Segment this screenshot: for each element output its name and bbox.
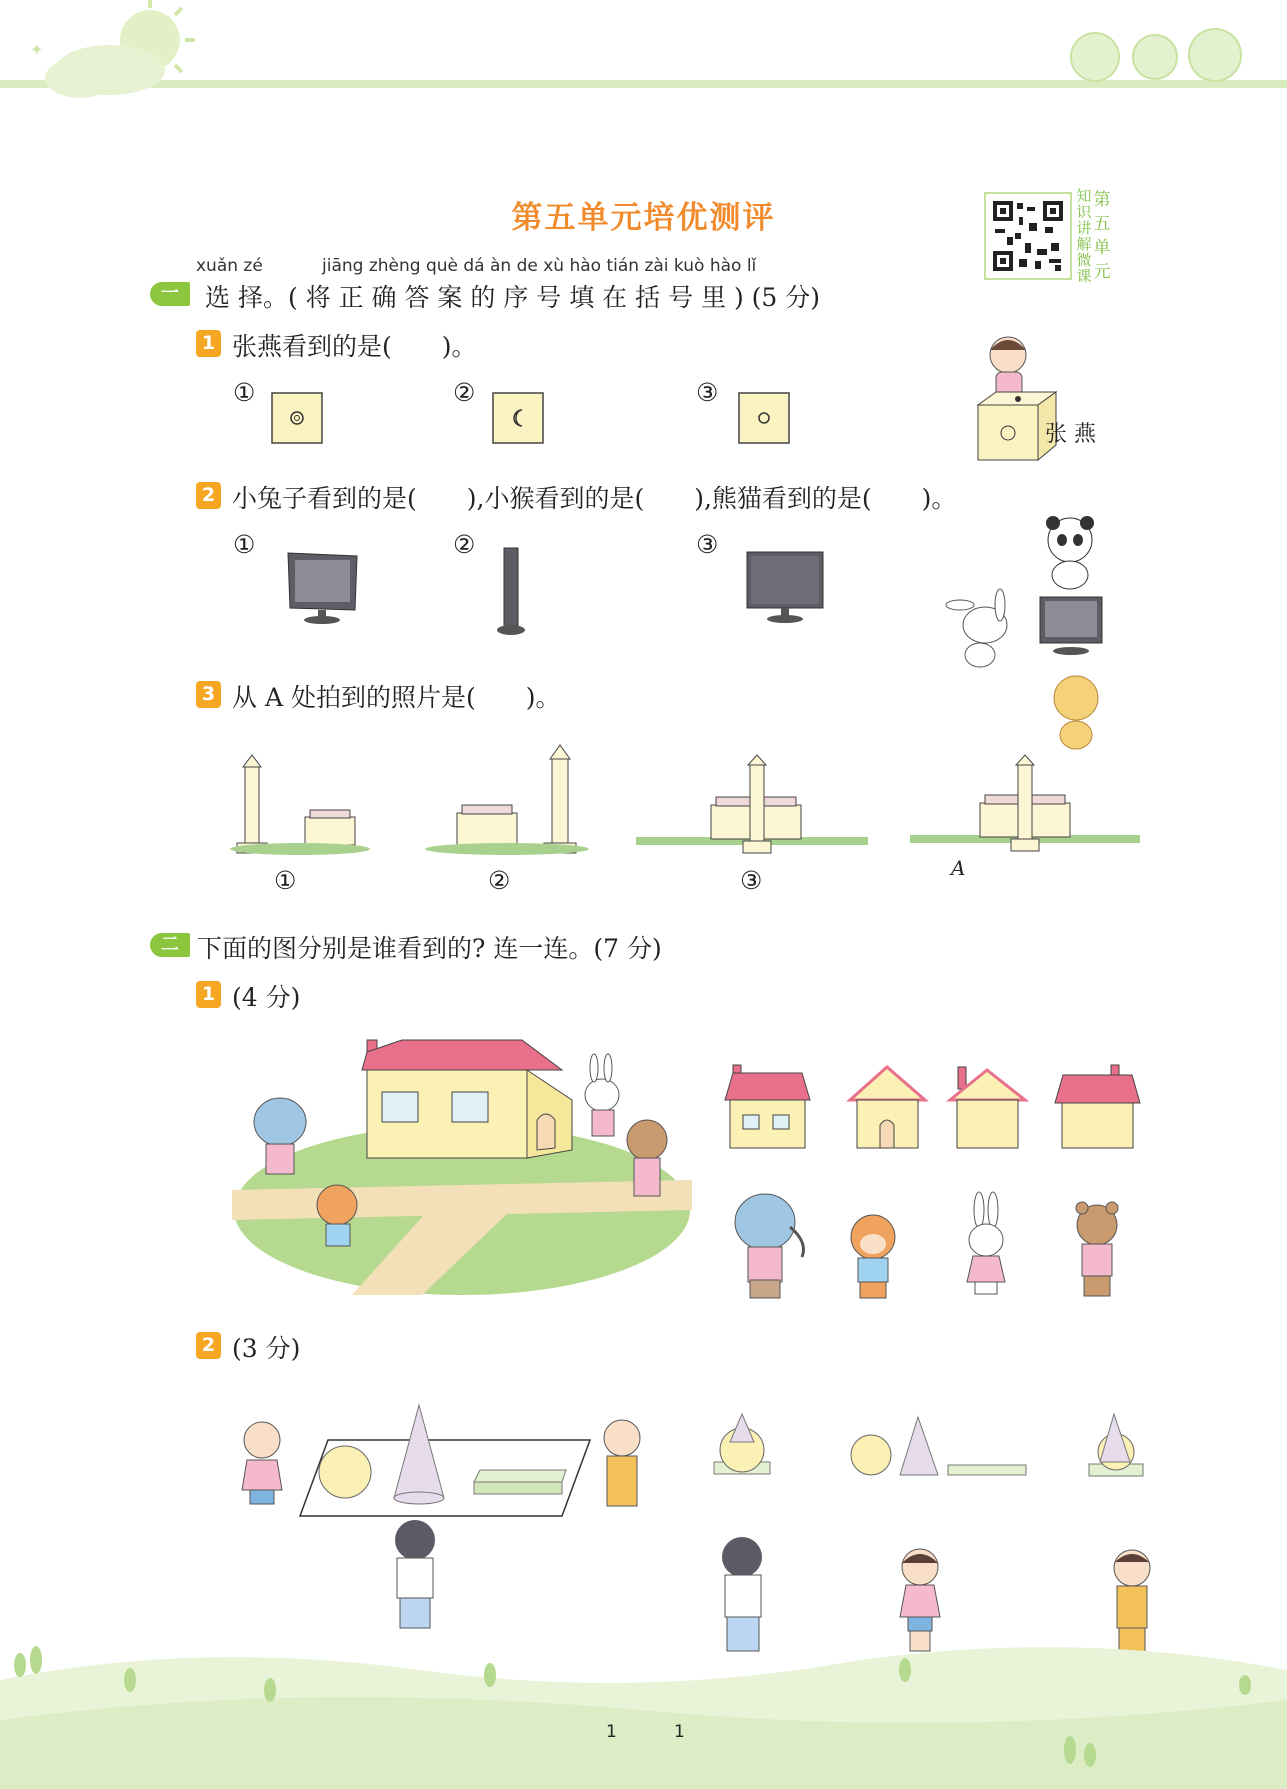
bear-character[interactable] <box>1070 1200 1125 1300</box>
q1-text: 张燕看到的是( )。 <box>232 332 477 361</box>
rabbit-character[interactable] <box>955 1192 1015 1302</box>
q2-number: 2 <box>196 482 221 509</box>
animal-heads-decoration <box>1060 25 1250 85</box>
q1-option-2-moon-face[interactable] <box>492 392 544 444</box>
q3-photo-3[interactable] <box>636 755 868 860</box>
qr-label-unit: 第 五 单 元 <box>1093 190 1111 282</box>
s2-q1-text: (4 分) <box>232 983 301 1012</box>
view-cone-over-ball[interactable] <box>712 1412 772 1478</box>
q3-reference-scene <box>910 755 1140 860</box>
house-view-front-pink[interactable] <box>725 1065 810 1150</box>
svg-text:✦: ✦ <box>30 40 44 59</box>
q3-photo-1[interactable] <box>225 755 375 860</box>
zhangyan-label: 张 燕 <box>1045 422 1096 447</box>
q2-option-3-label[interactable]: ③ <box>696 530 719 559</box>
section-2-heading: 下面的图分别是谁看到的? 连一连。(7 分) <box>197 934 662 963</box>
q3-number: 3 <box>196 681 221 708</box>
panda-rabbit-monkey-around-monitor <box>940 515 1110 755</box>
qr-code[interactable] <box>985 193 1071 279</box>
house-scene-with-animals <box>232 1040 692 1295</box>
q2-option-1-monitor-angled[interactable] <box>285 550 360 625</box>
monkey-character[interactable] <box>838 1212 913 1302</box>
s2-q1-number: 1 <box>196 981 221 1008</box>
q3-photo-2[interactable] <box>422 745 597 860</box>
q1-option-3-label[interactable]: ③ <box>696 378 719 407</box>
q2-text: 小兔子看到的是( ),小猴看到的是( ),熊猫看到的是( )。 <box>232 484 957 513</box>
page-number-right: 1 <box>674 1722 685 1742</box>
q3-option-3-label[interactable]: ③ <box>740 866 763 895</box>
q3-option-1-label[interactable]: ① <box>274 866 297 895</box>
q3-text: 从 A 处拍到的照片是( )。 <box>232 683 561 712</box>
house-view-side-plain[interactable] <box>950 1065 1025 1150</box>
q2-option-2-monitor-side[interactable] <box>496 548 526 636</box>
s2-q2-number: 2 <box>196 1332 221 1359</box>
q2-option-2-label[interactable]: ② <box>453 530 476 559</box>
q3-point-a-label: A <box>951 856 966 880</box>
q2-option-1-label[interactable]: ① <box>233 530 256 559</box>
house-view-back[interactable] <box>1055 1065 1140 1150</box>
section-2-badge: 二 <box>150 933 190 957</box>
pinyin-instruction: jiāng zhèng què dá àn de xù hào tián zài kuò hào lǐ <box>322 256 757 276</box>
s2-q2-text: (3 分) <box>232 1334 301 1363</box>
q1-option-2-label[interactable]: ② <box>453 378 476 407</box>
pinyin-xuanze: xuǎn zé <box>196 256 263 276</box>
q1-option-3-circle-face[interactable] <box>738 392 790 444</box>
q2-option-3-monitor-back[interactable] <box>745 550 825 625</box>
q3-option-2-label[interactable]: ② <box>488 866 511 895</box>
q1-number: 1 <box>196 330 221 357</box>
grass-landscape-footer <box>0 1630 1287 1789</box>
page-title: 第五单元培优测评 <box>511 200 776 236</box>
section-1-badge: 一 <box>150 282 190 306</box>
house-view-side-door[interactable] <box>850 1065 925 1150</box>
elephant-character[interactable] <box>720 1192 810 1302</box>
section-1-heading: 选 择。( 将 正 确 答 案 的 序 号 填 在 括 号 里 ) (5 分) <box>205 283 821 312</box>
shapes-on-table-scene <box>232 1400 652 1640</box>
qr-label-course: 知 识 讲 解 微 课 <box>1076 187 1092 285</box>
view-ball-cone-slab[interactable] <box>848 1415 1028 1477</box>
sun-cloud-decoration <box>20 0 200 110</box>
q1-option-1-label[interactable]: ① <box>233 378 256 407</box>
view-cone-ball-slab-front[interactable] <box>1088 1412 1144 1478</box>
q1-option-1-flower-face[interactable] <box>271 392 323 444</box>
page-number-left: 1 <box>606 1722 617 1742</box>
